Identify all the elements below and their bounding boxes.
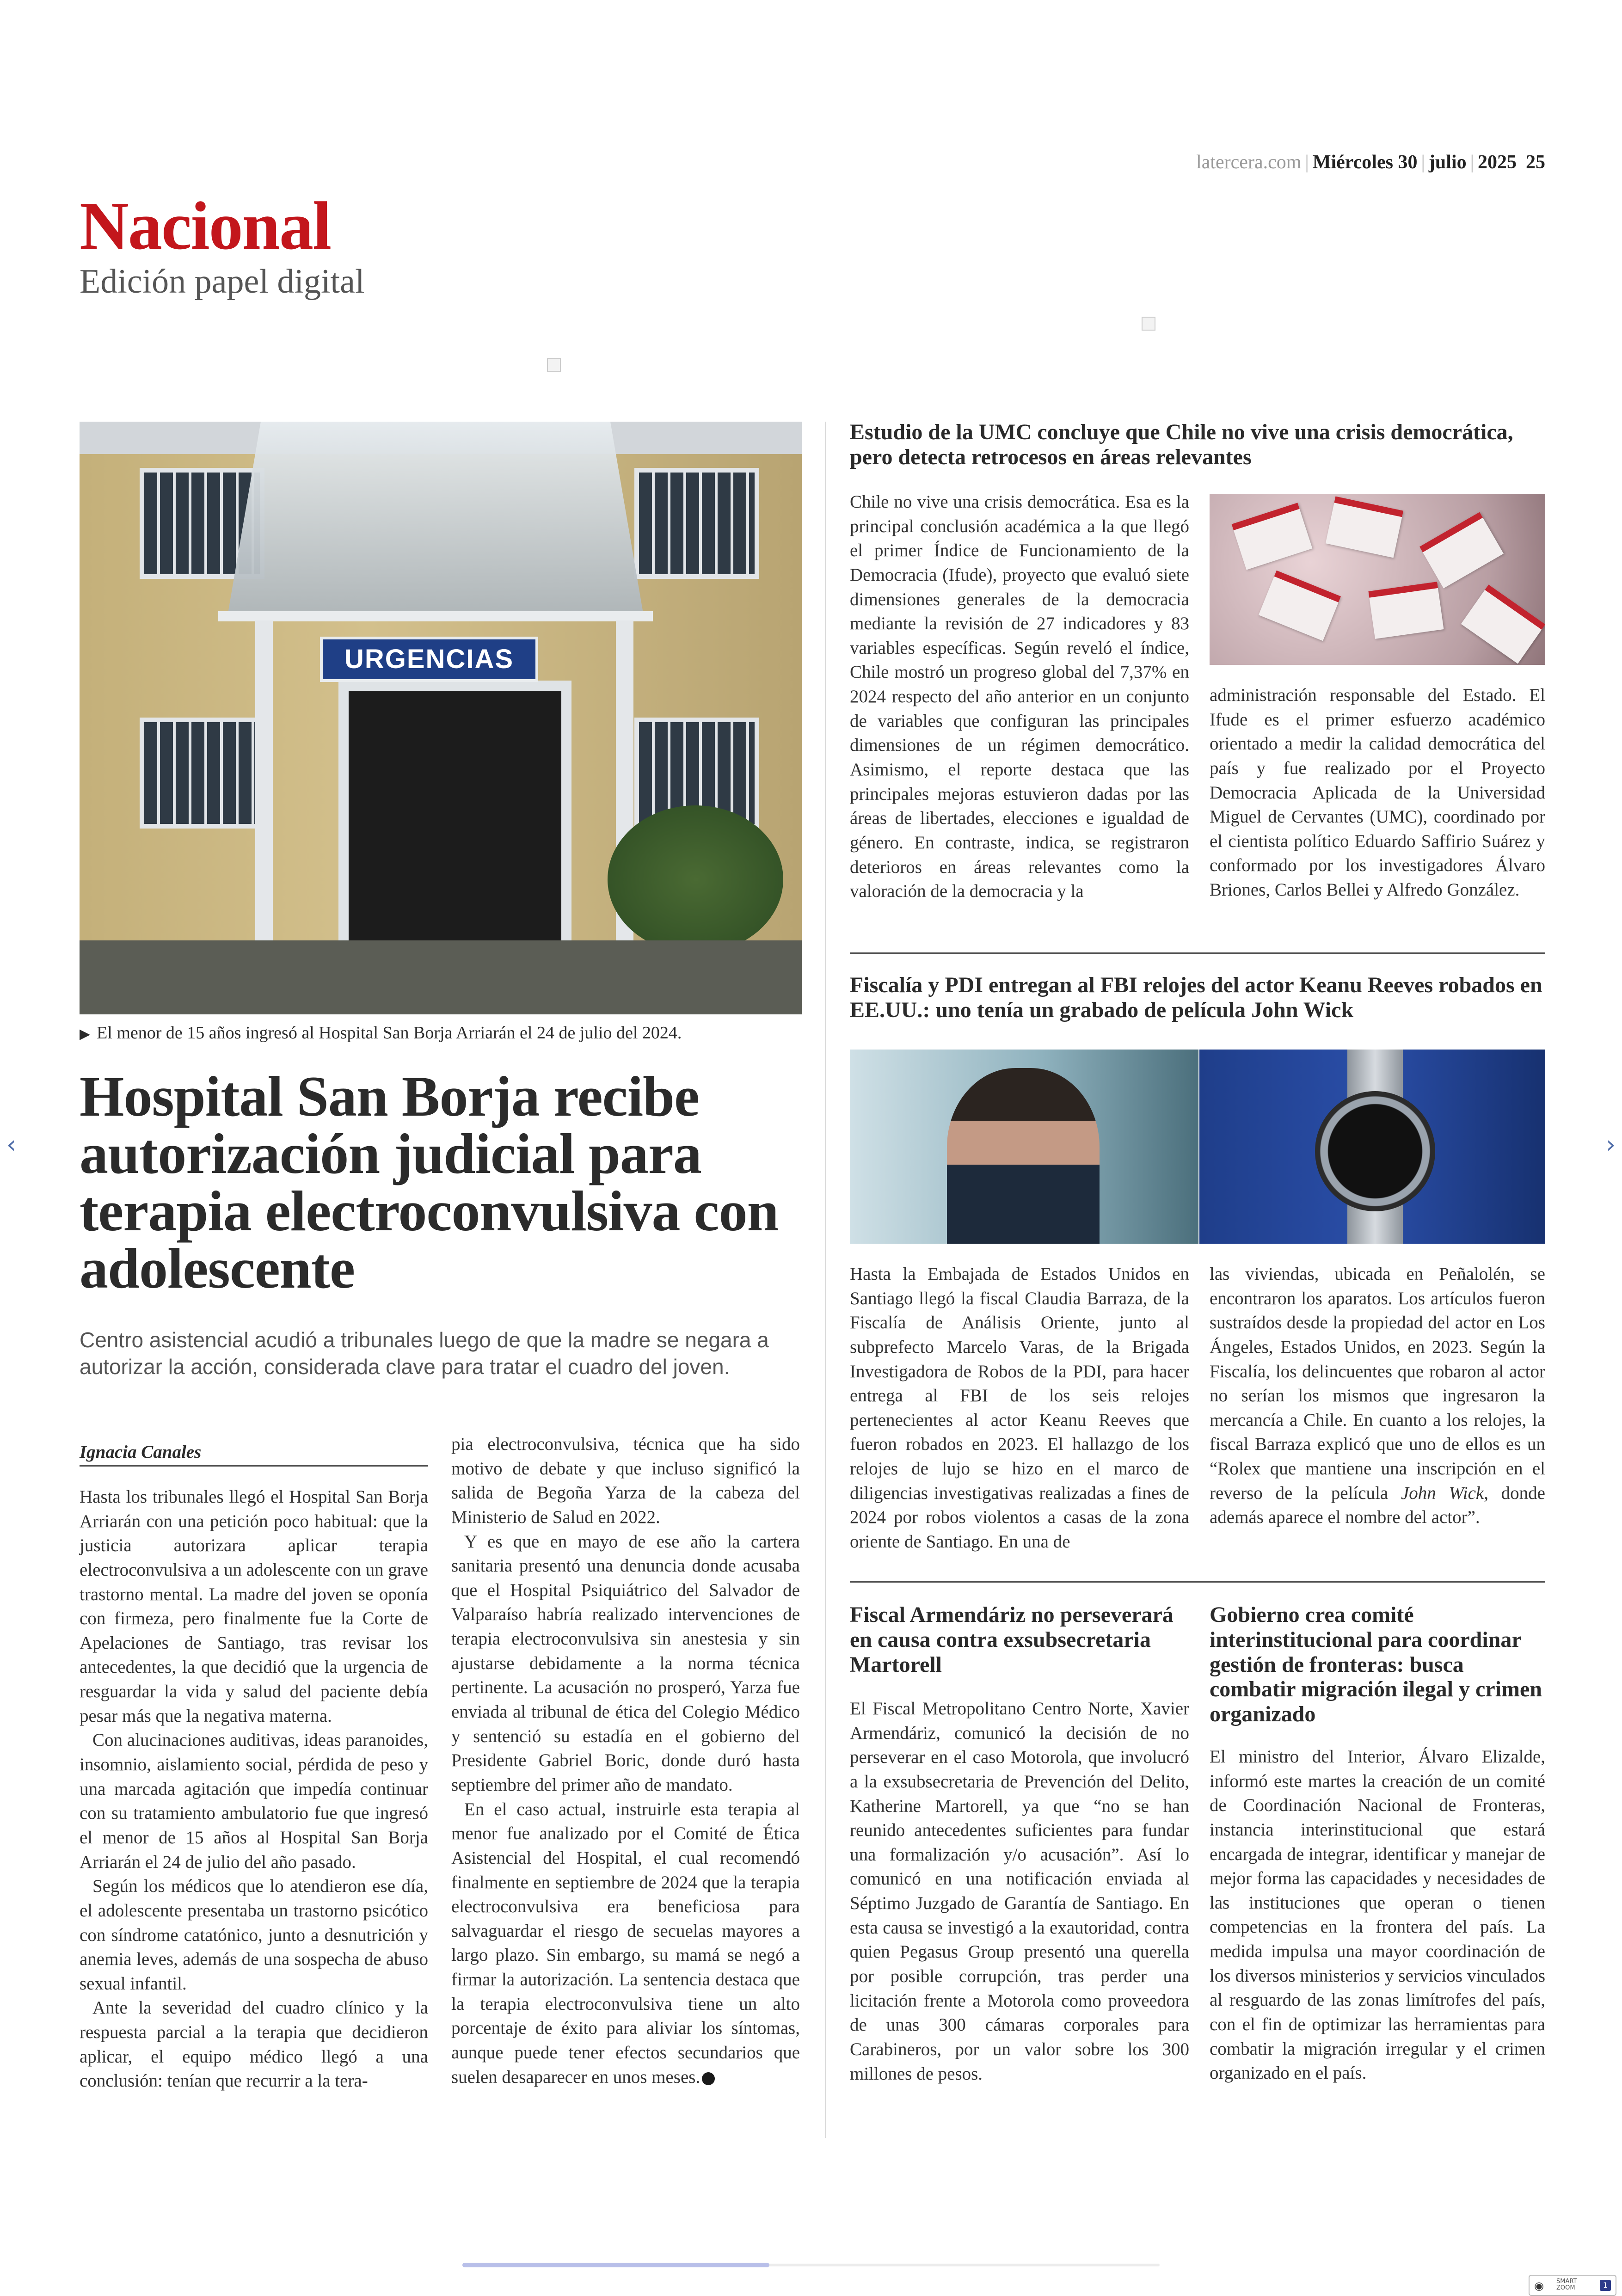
smart-zoom-label: SMART ZOOM [1556,2278,1577,2291]
play-icon: ▶ [80,1026,91,1042]
hospital-entrance-photo[interactable] [80,422,802,1014]
umc-body-column-1: Chile no vive una crisis democrática. Esa es la principal conclusión académica a la que llegó el primer Índice de Funcionamiento de la Democracia (Ifude), proyecto que evaluó siete dimensiones generales de la democracia mediante la revisión de 27 indicadores y 83 variables específicas. Según reveló el índice, Chile mostró un progreso global del 7,37% en 2024 respecto del año anterior en un conjunto de variables que configuran las principales dimensiones de un régimen democrático. Asimismo, el reporte destaca que las principales mejoras estuvieron dadas por las áreas de libertades, elecciones e igualdad de género. En contraste, indica, se registraron deterioros en áreas relevantes como la valoración de la democracia y la [850,492,1189,902]
ballots-photo[interactable] [1210,494,1545,665]
section-title: Nacional [80,188,331,264]
broken-image-icon [1142,317,1155,331]
armendariz-body: El Fiscal Metropolitano Centro Norte, Xavier Armendáriz, comunicó la decisión de no perseverar en el caso Motorola, que involucró a la exsubsecretaria de Prevención del Delito, Katherine Martorell, ya que “no se han reunido antecedentes suficientes para fundar una formalización y/o acusación”. Así lo comunicó en una notificación enviada al Séptimo Juzgado de Garantía de Santiago. En esta causa se investigó a la exautoridad, contra quien Pegasus Group presentó una querella por posible corrupción, tras perder una licitación frente a Motorola como proveedora de unas 300 cámaras corporales para Carabineros, por un valor sobre los 300 millones de pesos. [850,1699,1189,2084]
paragraph: Con alucinaciones auditivas, ideas paranoides, insomnio, aislamiento social, pérdida de peso y una marcada agitación que impedía continuar con su tratamiento ambulatorio fue que ingresó el menor de 15 años al Hospital San Borja Arriarán el 24 de julio del año pasado. [80,1730,428,1872]
date-day: Miércoles 30 [1312,152,1418,173]
page-scrollbar-thumb[interactable] [462,2263,769,2267]
page-number: 25 [1526,152,1545,173]
lead-subhead: Centro asistencial acudió a tribunales luego de que la madre se negara a autorizar la acción, considerada clave para tratar el cuadro del joven. [80,1328,769,1379]
story-divider [850,952,1545,954]
column-divider [825,422,826,2138]
text-segment: , donde además aparece el nombre del actor”. [1210,1483,1545,1528]
fbi-headline: Fiscalía y PDI entregan al FBI relojes del actor Keanu Reeves robados en EE.UU.: uno tenía un grabado de película John Wick [850,973,1542,1022]
lead-body-column-1 [80,1485,428,2093]
comite-headline: Gobierno crea comité interinstitucional para coordinar gestión de fronteras: busca combatir migración ilegal y crimen organizado [1210,1602,1542,1726]
caption-text: El menor de 15 años ingresó al Hospital San Borja Arriarán el 24 de julio del 2024. [97,1023,682,1043]
site-name: latercera.com [1196,152,1302,173]
paragraph-text: En el caso actual, instruirle esta terapia al menor fue analizado por el Comité de Ética Asistencial del Hospital, el cual recomendó finalmente en septiembre de 2024 que la terapia electroconvulsiva era beneficiosa para salvaguardar el riesgo de secuelas mayores a largo plazo. Sin embargo, su mamá se negó a firmar la autorización. La sentencia destaca que la terapia electroconvulsiva tiene un alto porcentaje de éxito para aliviar los síntomas, aunque puede tener efectos secundarios que suelen desaparecer en unos meses. [451,1799,800,2087]
umc-headline: Estudio de la UMC concluye que Chile no vive una crisis democrática, pero detecta retrocesos en áreas relevantes [850,420,1513,469]
paragraph: Y es que en mayo de ese año la cartera sanitaria presentó una denuncia donde acusaba que el Hospital Psiquiátrico del Salvador de Valparaíso habría realizado intervenciones de terapia electroconvulsiva sin anestesia y sin ajustarse debidamente a la norma técnica pertinente. La acusación no prosperó, Yarza fue enviada al tribunal de ética del Colegio Médico y sentenció su estadía en el gobierno del Presidente Gabriel Boric, donde duró hasta septiembre del primer año de mandato. [451,1531,800,1795]
film-title: John Wick [1401,1483,1484,1503]
rolex-watch-photo[interactable] [1199,1050,1545,1244]
paragraph: Hasta los tribunales llegó el Hospital San Borja Arriarán con una petición poco habitual: que la justicia autorizara aplicar terapia electroconvulsiva a un adolescente con un grave trastorno mental. La madre del joven se oponía con firmeza, pero finalmente fue la Corte de Apelaciones de Santiago, tras revisar los antecedentes, la que decidió que la urgencia de resguardar la vida y salud del paciente debía pesar más que la negativa materna. [80,1487,428,1726]
photo-caption [80,1023,682,1044]
paragraph [451,1798,800,2090]
paragraph: pia electroconvulsiva, técnica que ha sido motivo de debate y que incluso significó la salida de Begoña Yarza de la cabeza del Ministerio de Salud en 2022. [451,1434,800,1527]
fbi-body-column-1: Hasta la Embajada de Estados Unidos en Santiago llegó la fiscal Claudia Barraza, de la Fiscalía de Análisis Oriente, junto al subprefecto Marcelo Varas, de la Brigada Investigadora de Robos de la PDI, para hacer entrega al FBI de los seis relojes pertenecientes al actor Keanu Reeves que fueron robados en 2023. El hallazgo de los relojes de lujo se hizo en el marco de diligencias investigativas realizadas a fines de 2024 por robos violentos a casas de la zona oriente de Santiago. En una de [850,1264,1189,1552]
next-page-icon[interactable]: › [1606,1131,1616,1159]
lead-headline: Hospital San Borja recibe autorización judicial para terapia electroconvulsiva con adolescente [80,1065,779,1300]
lead-body-column-2 [451,1432,800,2089]
eye-icon: ◉ [1534,2279,1544,2292]
paragraph: Ante la severidad del cuadro clínico y la respuesta parcial a la terapia que decidieron aplicar, el equipo médico llegó a una conclusión: tenían que recurrir a la tera- [80,1998,428,2091]
story-divider [850,1581,1545,1583]
umc-body-column-2: administración responsable del Estado. El Ifude es el primer esfuerzo académico orientado a medir la calidad democrática del país y fue realizado por el Proyecto Democracia Aplicada de la Universidad Miguel de Cervantes (UMC), coordinado por el cientista político Eduardo Saffirio Suárez y conformado por los investigadores Álvaro Briones, Carlos Bellei y Alfredo González. [1210,685,1545,900]
urgencias-sign: URGENCIAS [320,637,538,682]
date-year: 2025 [1478,152,1517,173]
previous-page-icon[interactable]: ‹ [6,1131,16,1159]
smart-zoom-control[interactable] [1529,2275,1616,2296]
paragraph: Según los médicos que lo atendieron ese día, el adolescente presentaba un trastorno psicótico con síndrome catatónico, junto a desnutrición y anemia leves, además de una sospecha de abuso sexual infantil. [80,1876,428,1994]
page-header-meta: latercera.com | Miércoles 30 | julio | 2025 25 [1196,152,1545,173]
armendariz-headline: Fiscal Armendáriz no perseverará en causa contra exsubsecretaria Martorell [850,1602,1173,1677]
comite-body: El ministro del Interior, Álvaro Elizalde, informó este martes la creación de un comité de Coordinación Nacional de Fronteras, instancia interinstitucional que estará encargada de integrar, identificar y manejar de mejor forma las capacidades y necesidades de las instituciones que operan o tienen competencias en la frontera del país. La medida impulsa una mayor coordinación de los diversos ministerios y servicios vinculados al resguardo de las zonas limítrofes del país, con el fin de optimizar las herramientas para combatir la migración irregular y el crimen organizado en el país. [1210,1747,1545,2083]
text-segment: las viviendas, ubicada en Peñalolén, se encontraron los aparatos. Los artículos fueron sustraídos desde la propiedad del actor en Los Ángeles, Estados Unidos, en 2023. Según la Fiscalía, los delincuentes que robaron al actor no serían los mismos que ingresaron la mercancía a Chile. En cuanto a los relojes, la fiscal Barraza explicó que uno de ellos es un “Rolex que mantiene una inscripción en el reverso de la película [1210,1264,1545,1503]
date-month: julio [1428,152,1467,173]
author-byline: Ignacia Canales [80,1442,428,1467]
edition-label: Edición papel digital [80,263,365,301]
keanu-reeves-photo[interactable] [850,1050,1198,1244]
fbi-body-column-2 [1210,1262,1545,1530]
end-of-article-icon [702,2072,715,2085]
zoom-level-badge: 1 [1600,2280,1611,2291]
broken-image-icon [547,358,561,372]
